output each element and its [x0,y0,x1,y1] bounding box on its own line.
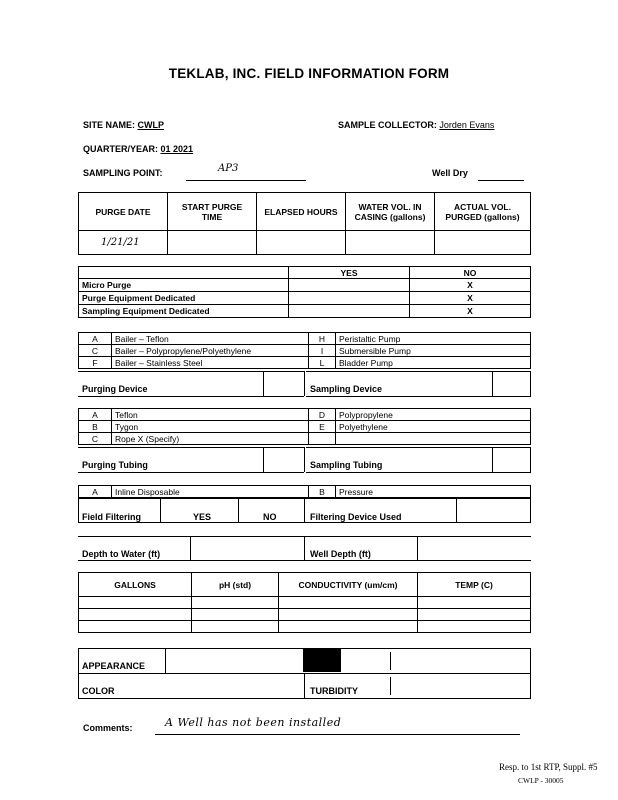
site-name-value[interactable]: CWLP [137,120,165,130]
purge-equipment-label: Purge Equipment Dedicated [79,292,289,305]
yes-header: YES [289,267,410,279]
footer-reference: Resp. to 1st RTP, Suppl. #5 [499,762,598,772]
purge-table [78,192,531,255]
reading-cell[interactable] [418,609,531,621]
micro-purge-no[interactable]: X [410,279,531,292]
reading-cell[interactable] [418,621,531,633]
device-code: H [309,333,336,345]
depth-to-water-entry[interactable] [191,537,303,559]
reading-cell[interactable] [192,609,279,621]
tubing-table [78,408,531,445]
water-vol-header: WATER VOL. IN CASING (gallons) [346,193,435,231]
purging-device-entry[interactable] [264,372,303,395]
filter-code: B [309,486,336,498]
sampling-point-label: SAMPLING POINT: [83,168,163,178]
sampling-equipment-label: Sampling Equipment Dedicated [79,305,289,318]
purging-tubing-label: Purging Tubing [82,460,148,470]
turbidity-entry[interactable] [392,674,528,697]
filter-option: Pressure [336,486,531,498]
device-option: Submersible Pump [336,345,531,357]
readings-table [78,572,531,633]
form-title: TEKLAB, INC. FIELD INFORMATION FORM [168,66,450,81]
quarter-label: QUARTER/YEAR: [83,144,159,154]
purge-equipment-no[interactable]: X [410,292,531,305]
purge-date-value[interactable]: 1/21/21 [79,231,168,255]
elapsed-hours-cell[interactable] [257,231,346,255]
reading-cell[interactable] [279,621,418,633]
actual-vol-cell[interactable] [435,231,531,255]
micro-purge-yes[interactable] [289,279,410,292]
devices-table [78,332,531,369]
sampling-equipment-no[interactable]: X [410,305,531,318]
start-purge-header: START PURGE TIME [168,193,257,231]
well-dry-label: Well Dry [432,168,468,178]
tubing-code: D [309,409,336,421]
device-code: F [79,357,112,369]
actual-vol-header: ACTUAL VOL. PURGED (gallons) [435,193,531,231]
reading-cell[interactable] [79,597,192,609]
temp-header: TEMP (C) [418,573,531,597]
comments-label: Comments: [83,723,133,733]
tubing-option: Rope X (Specify) [112,433,309,445]
sampling-point-value[interactable]: AP3 [218,163,239,174]
conductivity-header: CONDUCTIVITY (um/cm) [279,573,418,597]
field-filtering-label: Field Filtering [82,512,142,522]
purge-equipment-yes[interactable] [289,292,410,305]
well-depth-entry[interactable] [418,537,530,559]
filtering-device-label: Filtering Device Used [310,512,402,522]
purging-device-label: Purging Device [82,384,148,394]
filter-code: A [79,486,112,498]
device-option: Bailer – Polypropylene/Polyethylene [112,345,309,357]
purge-date-header: PURGE DATE [79,193,168,231]
reading-cell[interactable] [279,597,418,609]
comments-value[interactable]: A Well has not been installed [165,716,342,729]
tubing-code: C [79,433,112,445]
color-label: COLOR [82,686,115,696]
tubing-code: B [79,421,112,433]
well-depth-label: Well Depth (ft) [310,549,371,559]
sampling-device-entry[interactable] [493,372,529,395]
reading-cell[interactable] [192,597,279,609]
turbidity-label: TURBIDITY [310,686,358,696]
collector-row [338,120,494,130]
device-option: Bladder Pump [336,357,531,369]
start-purge-cell[interactable] [168,231,257,255]
water-vol-cell[interactable] [346,231,435,255]
micro-purge-label: Micro Purge [79,279,289,292]
device-code: A [79,333,112,345]
filtering-yes[interactable]: YES [193,512,212,522]
filter-option: Inline Disposable [112,486,309,498]
sampling-equipment-yes[interactable] [289,305,410,318]
reading-cell[interactable] [192,621,279,633]
device-option: Bailer – Teflon [112,333,309,345]
sampling-tubing-entry[interactable] [493,448,529,471]
reading-cell[interactable] [418,597,531,609]
purging-tubing-entry[interactable] [264,448,303,471]
quarter-value[interactable]: 01 2021 [160,144,194,154]
ph-header: pH (std) [192,573,279,597]
reading-cell[interactable] [279,609,418,621]
purge-type-table [78,266,531,318]
sampling-tubing-label: Sampling Tubing [310,460,383,470]
tubing-option: Tygon [112,421,309,433]
device-option: Peristaltic Pump [336,333,531,345]
appearance-label: APPEARANCE [82,661,146,671]
tubing-code: E [309,421,336,433]
tubing-code: A [79,409,112,421]
tubing-option: Polyethylene [336,421,531,433]
device-code: I [309,345,336,357]
sampling-device-label: Sampling Device [310,384,383,394]
device-code: C [79,345,112,357]
quarter-row [83,144,193,154]
tubing-option: Polypropylene [336,409,531,421]
filtering-device-entry[interactable] [457,499,529,521]
site-name-row [83,120,164,130]
depth-to-water-label: Depth to Water (ft) [82,549,161,559]
gallons-header: GALLONS [79,573,192,597]
site-name-label: SITE NAME: [83,120,136,130]
filter-options-table [78,485,531,498]
device-code: L [309,357,336,369]
collector-label: SAMPLE COLLECTOR: [338,120,437,130]
filtering-no[interactable]: NO [263,512,277,522]
elapsed-hours-header: ELAPSED HOURS [257,193,346,231]
collector-value[interactable]: Jorden Evans [439,120,495,130]
no-header: NO [410,267,531,279]
reading-cell[interactable] [79,621,192,633]
reading-cell[interactable] [79,609,192,621]
footer-page-id: CWLP - 30005 [518,776,564,785]
redaction-block [303,648,341,672]
device-option: Bailer – Stainless Steel [112,357,309,369]
color-entry[interactable] [166,674,302,697]
tubing-option: Teflon [112,409,309,421]
appearance-entry[interactable] [166,649,302,672]
